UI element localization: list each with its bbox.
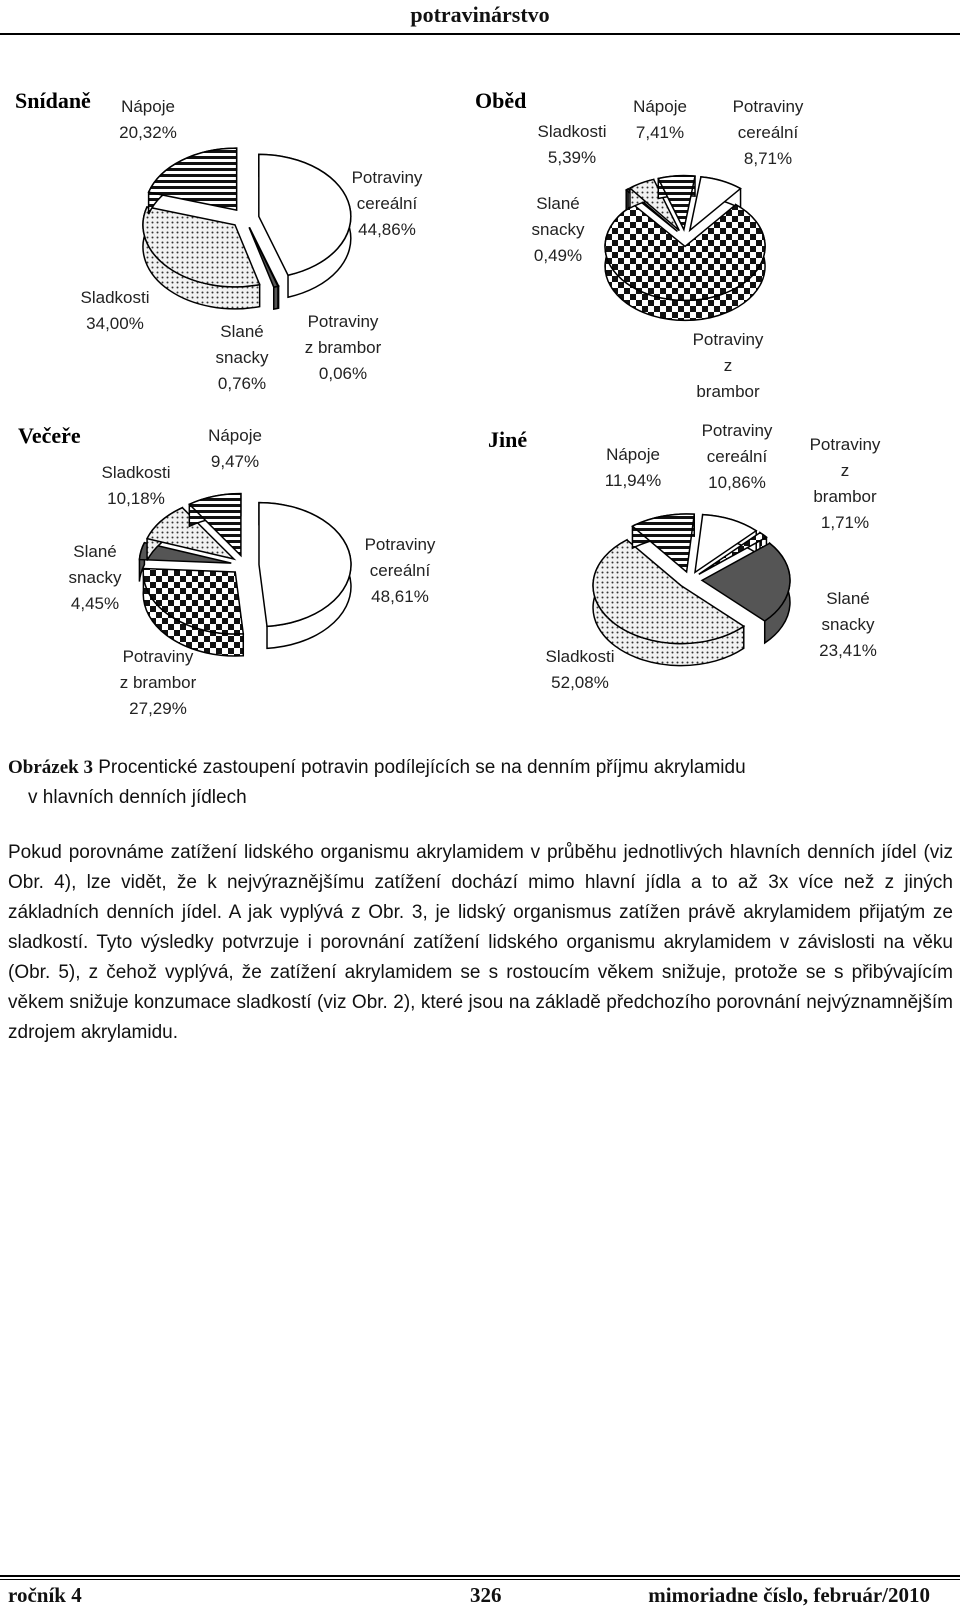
pie-label-1-3: Sladkosti 34,00%	[80, 288, 150, 333]
pie-chart-3	[139, 494, 351, 656]
pie-chart-title-1: Snídaně	[15, 88, 91, 113]
pie-label-4-5: Sladkosti 52,08%	[545, 647, 615, 692]
pie-chart-title-4: Jiné	[488, 427, 528, 452]
pie-label-2-4: Slané snacky 0,49%	[531, 194, 585, 265]
caption-label: Obrázek 3	[8, 757, 93, 778]
caption-text-line2: v hlavních denních jídlech	[28, 787, 247, 808]
figure-caption	[8, 753, 746, 813]
page-header-title: potravinárstvo	[410, 2, 550, 27]
pie-label-2-3: Potraviny cereální 8,71%	[732, 97, 804, 168]
pie-label-1-4: Slané snacky 0,76%	[215, 322, 269, 393]
pie-chart-title-2: Oběd	[475, 88, 527, 113]
pie-label-4-1: Nápoje 11,94%	[604, 445, 662, 490]
pie-label-2-1: Sladkosti 5,39%	[537, 122, 607, 167]
pie-slice-side-1-3	[274, 286, 278, 309]
pie-label-1-5: Potraviny z brambor 0,06%	[304, 312, 382, 383]
header-rule	[0, 33, 960, 35]
pie-label-3-5: Potraviny z brambor 27,29%	[119, 647, 197, 718]
pie-label-3-3: Slané snacky 4,45%	[68, 542, 122, 613]
pie-label-4-4: Slané snacky 23,41%	[819, 589, 877, 660]
pie-label-4-3: Potraviny z brambor 1,71%	[809, 435, 881, 532]
pie-label-2-2: Nápoje 7,41%	[633, 97, 687, 142]
footer-page-number: 326	[470, 1583, 502, 1607]
pie-label-4-2: Potraviny cereální 10,86%	[701, 421, 773, 492]
footer-rule-thin	[0, 1579, 960, 1580]
footer-volume: ročník 4	[8, 1583, 82, 1607]
body-paragraph: Pokud porovnáme zatížení lidského organismu akrylamidem v průběhu jednotlivých hlavních denních jídel (viz Obr. 4), lze vidět, že k nejvýraznějšímu zatížení dochází mimo hlavní jídla a to až 3x více než z jiných základních denních jídel. A jak vyplývá z Obr. 3, je lidský organismus zatížen právě akrylamidem přijatým ze sladkostí. Tyto výsledky potvrzuje i porovnání zatížení lidského organismu akrylamidem v závislosti na věku (Obr. 5), z čehož vyplývá, že zatížení akrylamidem se s rostoucím věkem snižuje, protože se s přibývajícím věkem snižuje konzumace sladkostí (viz Obr. 2), které jsou na základě předchozího porovnání nejvýznamnějším zdrojem akrylamidu.	[8, 842, 953, 1043]
pie-chart-2	[605, 176, 765, 321]
pie-chart-1	[143, 148, 351, 309]
pie-slice-1-5	[149, 148, 237, 210]
footer-issue: mimoriadne číslo, február/2010	[648, 1583, 930, 1607]
footer-rule	[0, 1575, 960, 1577]
pie-label-3-4: Potraviny cereální 48,61%	[364, 535, 436, 606]
pie-charts-figure	[0, 60, 960, 720]
page-footer	[0, 1583, 960, 1613]
pie-label-2-5: Potraviny z brambor	[692, 330, 764, 401]
caption-text: Procentické zastoupení potravin podílejících se na denním příjmu akrylamidu	[92, 757, 746, 778]
pie-label-3-1: Nápoje 9,47%	[208, 426, 262, 471]
pie-label-1-2: Potraviny cereální 44,86%	[351, 168, 423, 239]
pie-label-3-2: Sladkosti 10,18%	[101, 463, 171, 508]
pie-chart-4	[593, 514, 790, 666]
pie-chart-title-3: Večeře	[18, 423, 81, 448]
pie-label-1-1: Nápoje 20,32%	[119, 97, 177, 142]
